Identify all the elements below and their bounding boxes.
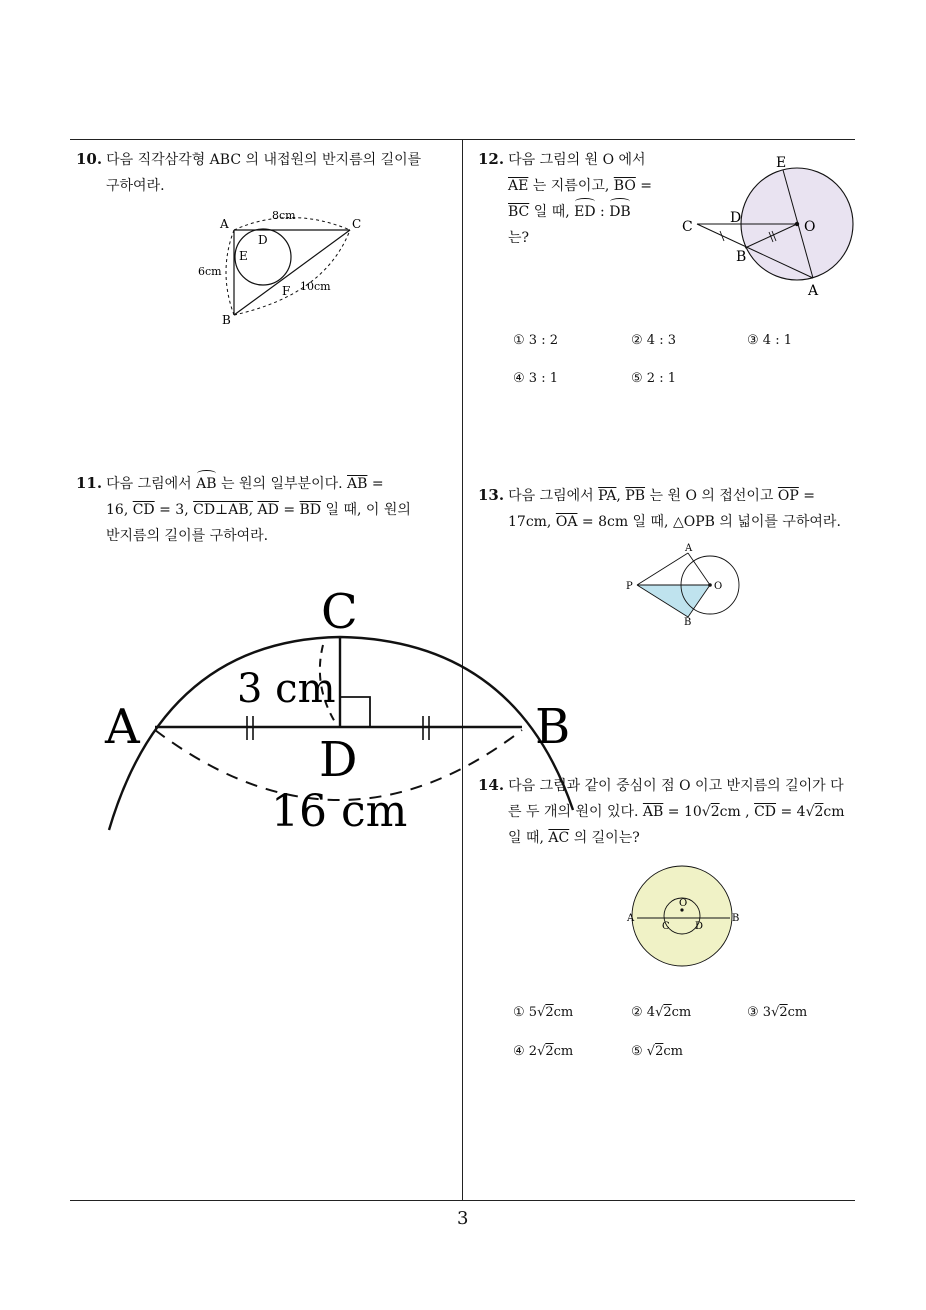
arc-db: DB (609, 199, 631, 225)
question-number: 14. (478, 776, 505, 794)
tangent-pa (637, 553, 688, 585)
segment-pa: $\overline{PA}$ (598, 488, 617, 504)
segment-cd: $\overline{CD}$ (754, 804, 777, 820)
choice-3[interactable]: ③ 4 : 1 (747, 333, 792, 348)
choice-5[interactable]: ⑤ √2cm (631, 1044, 683, 1059)
label-d: D (695, 921, 704, 932)
choice-4[interactable]: ④ 2√2cm (513, 1044, 574, 1059)
segment-ab: $\overline{AB}$ (642, 804, 664, 820)
question-number: 10. (76, 150, 103, 168)
question-10 (76, 146, 458, 199)
label-6cm: 6cm (198, 265, 222, 278)
choice-5[interactable]: ⑤ 2 : 1 (631, 371, 676, 386)
question-text: 는? (508, 230, 530, 246)
q12-figure (675, 150, 865, 300)
segment-pb: $\overline{PB}$ (625, 488, 646, 504)
question-text: 는 지름이고, (532, 178, 610, 194)
radicand: 2 (655, 1044, 664, 1059)
label-b: B (684, 617, 692, 627)
center-point (708, 583, 712, 587)
label-c: C (352, 217, 362, 231)
question-text: 다음 직각삼각형 ABC 의 내접원의 반지름의 길이를 (106, 152, 422, 168)
choice-2[interactable]: ② 4√2cm (631, 1005, 692, 1020)
segment-bc: $\overline{BC}$ (508, 204, 530, 220)
segment-ad: $\overline{AD}$ (257, 502, 279, 518)
radicand: 2 (663, 1005, 672, 1020)
question-text: cm (823, 804, 845, 820)
choice-unit: cm (553, 1044, 574, 1059)
label-d: D (730, 210, 742, 226)
segment-cd: $\overline{CD}$ (132, 502, 155, 518)
q14-figure (622, 858, 747, 978)
question-text: = 3, (159, 502, 189, 518)
segment-ac: $\overline{AC}$ (548, 830, 570, 846)
question-text: = 8cm 일 때, △OPB 의 넓이를 구하여라. (581, 514, 841, 530)
outer-circle (632, 866, 732, 966)
label-a: A (220, 217, 229, 231)
equals: = (371, 476, 384, 492)
choice-4[interactable]: ④ 3 : 1 (513, 371, 558, 386)
choice-1[interactable]: ① 5√2cm (513, 1005, 574, 1020)
question-text: 17cm, (508, 514, 552, 530)
q13-figure (622, 542, 747, 627)
choice-1[interactable]: ① 3 : 2 (513, 333, 558, 348)
label-d: D (258, 233, 268, 247)
segment-op: $\overline{OP}$ (777, 488, 799, 504)
label-c: C (662, 921, 670, 932)
question-text: 다음 그림과 같이 중심이 점 O 이고 반지름의 길이가 다 (508, 778, 844, 794)
segment-bo: $\overline{BO}$ (613, 178, 636, 194)
question-text: 일 때, 이 원의 (325, 502, 411, 518)
label-f: F (282, 284, 291, 298)
question-text: cm , (719, 804, 750, 820)
label-8cm: 8cm (272, 209, 296, 222)
radicand: 2 (710, 804, 720, 820)
arc-ab: AB (196, 471, 216, 497)
center-point (795, 222, 799, 226)
question-text: = 4 (780, 804, 806, 820)
question-number: 11. (76, 474, 103, 492)
equals: = (803, 488, 815, 504)
choice-unit: cm (787, 1005, 808, 1020)
choice-prefix: ③ 3 (747, 1005, 772, 1020)
question-11 (76, 470, 456, 549)
label-b: B (736, 249, 747, 265)
question-text: 는 원 O 의 접선이고 (649, 488, 774, 504)
label-a: A (105, 699, 140, 755)
right-angle-mark (340, 697, 370, 727)
colon: : (600, 204, 605, 220)
label-b: B (732, 913, 740, 924)
question-text: 구하여라. (106, 178, 165, 194)
segment-ab: $\overline{AB}$ (347, 476, 368, 492)
question-text: 다음 그림에서 (106, 476, 192, 492)
equals: = (283, 502, 296, 518)
segment-bd: $\overline{BD}$ (299, 502, 322, 518)
question-text: 일 때, (508, 830, 544, 846)
label-3cm: 3 cm (237, 666, 336, 712)
radicand: 2 (814, 804, 824, 820)
q10-figure (190, 200, 370, 330)
question-12 (478, 146, 668, 251)
question-13 (478, 482, 868, 535)
segment-ae: $\overline{AE}$ (508, 178, 529, 194)
label-o: O (714, 581, 723, 592)
choice-unit: cm (671, 1005, 692, 1020)
choice-prefix: ⑤ (631, 1044, 647, 1059)
label-o: O (679, 898, 688, 909)
label-b: B (222, 313, 231, 327)
label-c: C (682, 219, 693, 235)
label-d: D (319, 732, 358, 788)
choice-prefix: ④ 2 (513, 1044, 538, 1059)
question-text: 16, (106, 502, 129, 518)
side-bc (234, 230, 350, 315)
question-14: 14. 다음 그림과 같이 중심이 점 O 이고 반지름의 길이가 다 른 두 개의 원이 있다. $\overline{AB} = 10√2cm$ , $\overline{CD} = 4√2cm$ 일 때, $\overline{AC}$ 의 길이는? (478, 776, 845, 846)
label-e: E (776, 155, 787, 171)
question-number: 13. (478, 486, 505, 504)
radicand: 2 (779, 1005, 788, 1020)
choice-2[interactable]: ② 4 : 3 (631, 333, 676, 348)
radicand: 2 (545, 1005, 554, 1020)
label-10cm: 10cm (300, 280, 331, 293)
comma: , (616, 488, 621, 504)
label-a: A (685, 543, 693, 554)
label-o: O (804, 219, 816, 235)
label-b: B (535, 699, 571, 755)
question-text: 는 원의 일부분이다. (221, 476, 343, 492)
perp-statement: CD⊥AB, (193, 502, 254, 518)
question-text: 일 때, (533, 204, 570, 220)
label-e: E (239, 249, 248, 263)
radicand: 2 (545, 1044, 554, 1059)
dim-left (226, 230, 234, 315)
choice-unit: cm (553, 1005, 574, 1020)
label-p: P (626, 581, 633, 592)
choice-unit: cm (663, 1044, 683, 1059)
label-a: A (627, 913, 635, 924)
question-text: 의 길이는? (573, 830, 640, 846)
label-a: A (808, 283, 819, 299)
question-text: 반지름의 길이를 구하여라. (106, 528, 269, 544)
question-text: = 10 (667, 804, 702, 820)
question-text: 른 두 개의 원이 있다. (508, 804, 639, 820)
segment-oa: $\overline{OA}$ (555, 514, 578, 530)
choice-3[interactable]: ③ 3√2cm (747, 1005, 808, 1020)
question-text: 다음 그림의 원 O 에서 (508, 152, 646, 168)
question-number: 12. (478, 150, 505, 168)
equals: = (640, 178, 652, 194)
label-16cm: 16 cm (271, 786, 408, 837)
bottom-rule (70, 1200, 855, 1201)
choice-prefix: ① 5 (513, 1005, 538, 1020)
page-number: 3 (457, 1208, 469, 1229)
choice-prefix: ② 4 (631, 1005, 656, 1020)
arc-ed: ED (574, 199, 595, 225)
question-text: 다음 그림에서 (508, 488, 594, 504)
label-c: C (321, 584, 358, 640)
